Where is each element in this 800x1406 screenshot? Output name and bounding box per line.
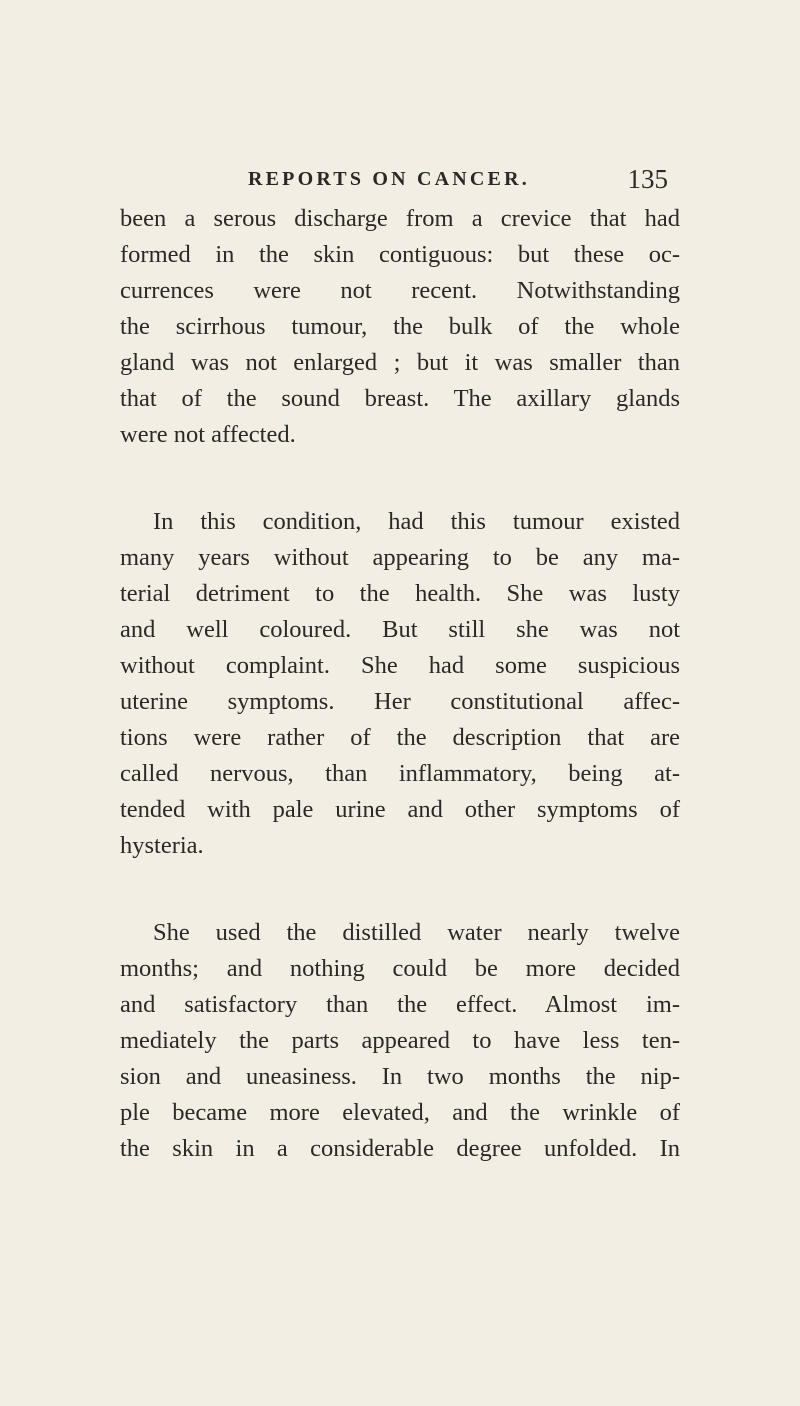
text-line: In this condition, had this tumour existed <box>153 508 680 535</box>
text-line: terial detriment to the health. She was lusty <box>120 580 680 607</box>
text-line: sion and uneasiness. In two months the nip- <box>120 1063 680 1090</box>
paragraph-1 <box>120 201 680 453</box>
text-line: without complaint. She had some suspicious <box>120 652 680 679</box>
paragraph-2 <box>120 504 680 864</box>
text-line: many years without appearing to be any ma- <box>120 544 680 571</box>
text-line: and well coloured. But still she was not <box>120 616 680 643</box>
text-line: were not affected. <box>120 421 296 448</box>
text-line: currences were not recent. Notwithstanding <box>120 277 680 304</box>
text-line: gland was not enlarged ; but it was smaller than <box>120 349 680 376</box>
page-number: 135 <box>627 164 668 194</box>
text-line: the skin in a considerable degree unfolded. In <box>120 1135 680 1162</box>
text-line: the scirrhous tumour, the bulk of the whole <box>120 313 680 340</box>
text-line: tions were rather of the description that are <box>120 724 680 751</box>
paragraph-3 <box>120 915 680 1167</box>
text-line: She used the distilled water nearly twelve <box>153 919 680 946</box>
body-text <box>120 201 680 1167</box>
text-line: that of the sound breast. The axillary glands <box>120 385 680 412</box>
text-line: and satisfactory than the effect. Almost im- <box>120 991 680 1018</box>
text-line: uterine symptoms. Her constitutional affec- <box>120 688 680 715</box>
text-line: hysteria. <box>120 832 204 859</box>
text-line: ple became more elevated, and the wrinkle of <box>120 1099 680 1126</box>
running-title: REPORTS ON CANCER. <box>248 168 530 190</box>
text-line: been a serous discharge from a crevice that had <box>120 205 680 232</box>
text-line: called nervous, than inflammatory, being at- <box>120 760 680 787</box>
text-line: formed in the skin contiguous: but these oc- <box>120 241 680 268</box>
text-line: tended with pale urine and other symptoms of <box>120 796 680 823</box>
text-line: mediately the parts appeared to have less ten- <box>120 1027 680 1054</box>
text-line: months; and nothing could be more decided <box>120 955 680 982</box>
page-header <box>248 162 668 196</box>
